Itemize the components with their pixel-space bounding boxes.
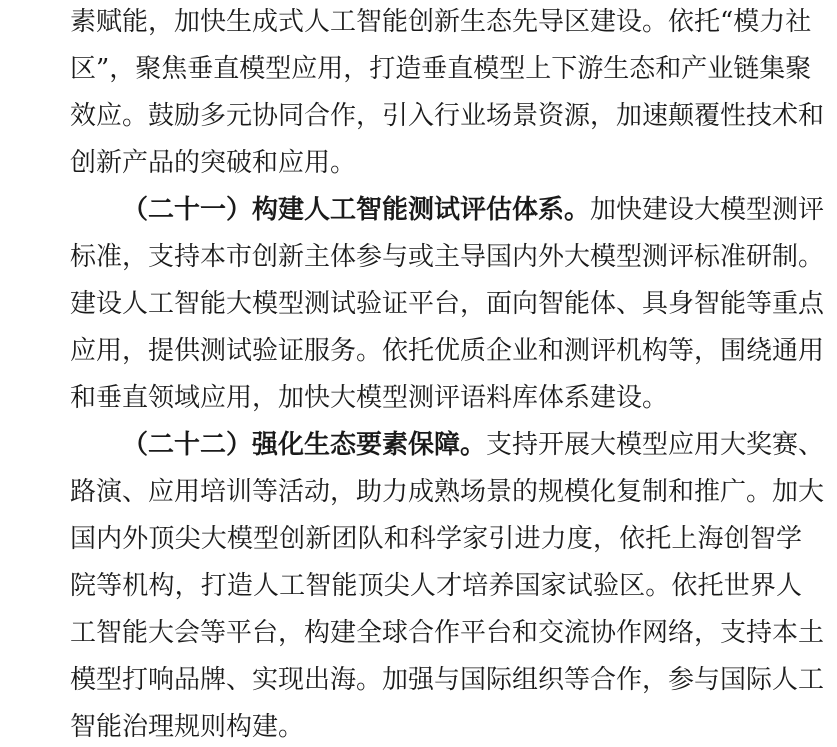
paragraph-3-line-7: 智能治理规则构建。 <box>70 712 305 742</box>
paragraph-1-line-4: 创新产品的突破和应用。 <box>70 148 357 178</box>
paragraph-3-line-4: 院等机构，打造人工智能顶尖人才培养国家试验区。依托世界人 <box>70 571 802 601</box>
section-21-heading: （二十一）构建人工智能测试评估体系。 <box>122 195 591 225</box>
paragraph-3-line-3: 国内外顶尖大模型创新团队和科学家引进力度，依托上海创智学 <box>70 524 802 554</box>
paragraph-2-line-2: 标准，支持本市创新主体参与或主导国内外大模型测评标准研制。 <box>70 242 825 272</box>
paragraph-2-line-5: 和垂直领域应用，加快大模型测评语料库体系建设。 <box>70 383 669 413</box>
paragraph-2-line-3: 建设人工智能大模型测试验证平台，面向智能体、具身智能等重点 <box>70 289 825 319</box>
paragraph-2-line-1-text: 加快建设大模型测评 <box>590 195 825 225</box>
paragraph-3-line-5: 工智能大会等平台，构建全球合作平台和交流协作网络，支持本土 <box>70 618 825 648</box>
paragraph-3-line-2: 路演、应用培训等活动，助力成熟场景的规模化复制和推广。加大 <box>70 477 825 507</box>
paragraph-1-line-1: 素赋能，加快生成式人工智能创新生态先导区建设。依托“模力社 <box>70 7 812 37</box>
paragraph-2-line-4: 应用，提供测试验证服务。依托优质企业和测评机构等，围绕通用 <box>70 336 825 366</box>
paragraph-1-line-2: 区”，聚焦垂直模型应用，打造垂直模型上下游生态和产业链集聚 <box>70 54 812 84</box>
paragraph-2-line-1 <box>122 190 825 230</box>
paragraph-3-line-1-text: 支持开展大模型应用大奖赛、 <box>486 430 825 460</box>
paragraph-3-line-1 <box>122 425 825 465</box>
paragraph-3-line-6: 模型打响品牌、实现出海。加强与国际组织等合作，参与国际人工 <box>70 665 825 695</box>
section-22-heading: （二十二）强化生态要素保障。 <box>122 430 487 460</box>
paragraph-1-line-3: 效应。鼓励多元协同合作，引入行业场景资源，加速颠覆性技术和 <box>70 101 825 131</box>
